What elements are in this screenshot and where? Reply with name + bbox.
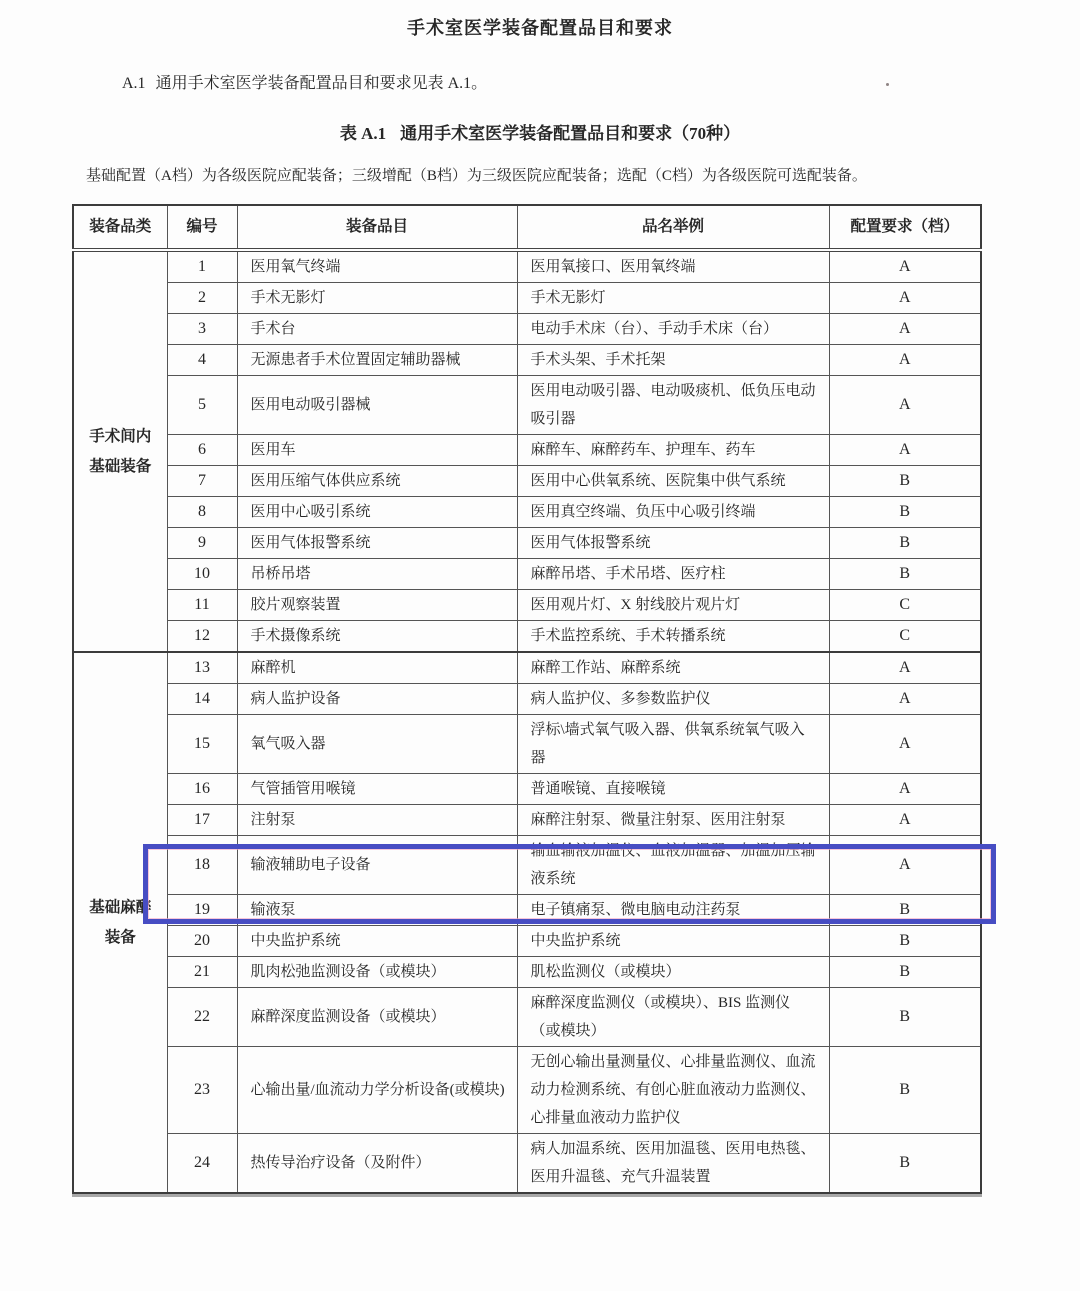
product-examples: 麻醉吊塔、手术吊塔、医疗柱 — [517, 559, 829, 590]
row-number: 16 — [167, 774, 237, 805]
table-caption-text: 通用手术室医学装备配置品目和要求（70种） — [400, 124, 741, 143]
product-examples: 医用氧接口、医用氧终端 — [517, 250, 829, 283]
config-grade: B — [829, 1047, 981, 1134]
row-number: 23 — [167, 1047, 237, 1134]
grade-legend-note: 基础配置（A档）为各级医院应配装备；三级增配（B档）为三级医院应配装备；选配（C档）为各级医院可选配装备。 — [86, 168, 867, 184]
row-number: 8 — [167, 497, 237, 528]
table-row — [73, 528, 981, 559]
table-row — [73, 559, 981, 590]
table-row — [73, 988, 981, 1047]
product-examples: 肌松监测仪（或模块） — [517, 957, 829, 988]
config-grade: A — [829, 774, 981, 805]
product-examples: 手术无影灯 — [517, 283, 829, 314]
config-grade: A — [829, 283, 981, 314]
product-examples: 医用观片灯、X 射线胶片观片灯 — [517, 590, 829, 621]
table-row — [73, 376, 981, 435]
table-caption-number: 表 A.1 — [339, 124, 387, 143]
page-title: 手术室医学装备配置品目和要求 — [407, 18, 673, 38]
config-grade: A — [829, 314, 981, 345]
row-number: 2 — [167, 283, 237, 314]
row-number: 4 — [167, 345, 237, 376]
table-row — [73, 590, 981, 621]
table-row — [73, 684, 981, 715]
config-grade: B — [829, 528, 981, 559]
table-row — [73, 497, 981, 528]
category-label-line: 装备 — [104, 928, 136, 946]
equipment-item: 注射泵 — [237, 805, 517, 836]
table-row — [73, 715, 981, 774]
product-examples: 普通喉镜、直接喉镜 — [517, 774, 829, 805]
equipment-item: 吊桥吊塔 — [237, 559, 517, 590]
product-examples: 医用电动吸引器、电动吸痰机、低负压电动吸引器 — [517, 376, 829, 435]
header-number: 编号 — [167, 205, 237, 250]
equipment-item: 肌肉松弛监测设备（或模块） — [237, 957, 517, 988]
row-number: 7 — [167, 466, 237, 497]
table-row — [73, 621, 981, 653]
equipment-table — [72, 204, 982, 1194]
row-number: 13 — [167, 652, 237, 684]
equipment-item: 气管插管用喉镜 — [237, 774, 517, 805]
equipment-item: 医用氧气终端 — [237, 250, 517, 283]
intro-clause-number: A.1 — [122, 75, 146, 92]
product-examples: 麻醉深度监测仪（或模块）、BIS 监测仪（或模块） — [517, 988, 829, 1047]
equipment-item: 输液泵 — [237, 895, 517, 926]
row-number: 1 — [167, 250, 237, 283]
config-grade: B — [829, 559, 981, 590]
config-grade: B — [829, 466, 981, 497]
config-grade: B — [829, 957, 981, 988]
row-number: 24 — [167, 1134, 237, 1194]
config-grade: C — [829, 621, 981, 653]
product-examples: 医用气体报警系统 — [517, 528, 829, 559]
config-grade: B — [829, 497, 981, 528]
row-number: 14 — [167, 684, 237, 715]
equipment-item: 医用压缩气体供应系统 — [237, 466, 517, 497]
equipment-item: 医用车 — [237, 435, 517, 466]
config-grade: A — [829, 250, 981, 283]
category-label-line: 基础麻醉 — [89, 898, 152, 916]
product-examples: 输血输液加温仪、血液加温器、加温加压输液系统 — [517, 836, 829, 895]
row-number: 21 — [167, 957, 237, 988]
equipment-item: 中央监护系统 — [237, 926, 517, 957]
equipment-item: 无源患者手术位置固定辅助器械 — [237, 345, 517, 376]
row-number: 22 — [167, 988, 237, 1047]
equipment-item: 医用电动吸引器械 — [237, 376, 517, 435]
product-examples: 病人加温系统、医用加温毯、医用电热毯、医用升温毯、充气升温装置 — [517, 1134, 829, 1194]
config-grade: A — [829, 715, 981, 774]
product-examples: 麻醉车、麻醉药车、护理车、药车 — [517, 435, 829, 466]
config-grade: B — [829, 895, 981, 926]
row-number: 6 — [167, 435, 237, 466]
scan-artifact-dot — [886, 83, 889, 86]
table-row — [73, 1134, 981, 1194]
category-cell — [73, 250, 167, 652]
row-number: 5 — [167, 376, 237, 435]
table-caption — [0, 119, 1080, 144]
equipment-item: 医用气体报警系统 — [237, 528, 517, 559]
equipment-item: 输液辅助电子设备 — [237, 836, 517, 895]
config-grade: A — [829, 652, 981, 684]
table-row — [73, 250, 981, 283]
row-number: 10 — [167, 559, 237, 590]
product-examples: 手术监控系统、手术转播系统 — [517, 621, 829, 653]
equipment-item: 麻醉深度监测设备（或模块） — [237, 988, 517, 1047]
row-number: 12 — [167, 621, 237, 653]
equipment-item: 氧气吸入器 — [237, 715, 517, 774]
equipment-item: 病人监护设备 — [237, 684, 517, 715]
config-grade: C — [829, 590, 981, 621]
document-page — [0, 14, 1080, 1291]
row-number: 3 — [167, 314, 237, 345]
table-row — [73, 345, 981, 376]
config-grade: A — [829, 805, 981, 836]
product-examples: 病人监护仪、多参数监护仪 — [517, 684, 829, 715]
config-grade: B — [829, 1134, 981, 1194]
product-examples: 电子镇痛泵、微电脑电动注药泵 — [517, 895, 829, 926]
product-examples: 电动手术床（台）、手动手术床（台） — [517, 314, 829, 345]
category-cell — [73, 652, 167, 1193]
header-grade: 配置要求（档） — [829, 205, 981, 250]
config-grade: A — [829, 836, 981, 895]
row-number: 18 — [167, 836, 237, 895]
equipment-item: 胶片观察装置 — [237, 590, 517, 621]
row-number: 11 — [167, 590, 237, 621]
header-item: 装备品目 — [237, 205, 517, 250]
table-row — [73, 957, 981, 988]
equipment-item: 手术无影灯 — [237, 283, 517, 314]
config-grade: A — [829, 684, 981, 715]
config-grade: A — [829, 435, 981, 466]
product-examples: 麻醉工作站、麻醉系统 — [517, 652, 829, 684]
config-grade: B — [829, 926, 981, 957]
table-row — [73, 895, 981, 926]
product-examples: 医用真空终端、负压中心吸引终端 — [517, 497, 829, 528]
row-number: 19 — [167, 895, 237, 926]
equipment-item: 麻醉机 — [237, 652, 517, 684]
product-examples: 中央监护系统 — [517, 926, 829, 957]
table-row — [73, 774, 981, 805]
equipment-item: 手术台 — [237, 314, 517, 345]
table-row — [73, 805, 981, 836]
header-category: 装备品类 — [73, 205, 167, 250]
header-examples: 品名举例 — [517, 205, 829, 250]
equipment-item: 热传导治疗设备（及附件） — [237, 1134, 517, 1194]
table-container — [72, 204, 980, 1194]
category-label-line: 基础装备 — [89, 457, 152, 475]
intro-text: 通用手术室医学装备配置品目和要求见表 A.1。 — [155, 75, 488, 92]
product-examples: 麻醉注射泵、微量注射泵、医用注射泵 — [517, 805, 829, 836]
table-row — [73, 435, 981, 466]
product-examples: 手术头架、手术托架 — [517, 345, 829, 376]
product-examples: 浮标\墙式氧气吸入器、供氧系统氧气吸入器 — [517, 715, 829, 774]
row-number: 9 — [167, 528, 237, 559]
equipment-item: 手术摄像系统 — [237, 621, 517, 653]
table-row — [73, 314, 981, 345]
product-examples: 医用中心供氧系统、医院集中供气系统 — [517, 466, 829, 497]
config-grade: A — [829, 376, 981, 435]
equipment-item: 心输出量/血流动力学分析设备(或模块) — [237, 1047, 517, 1134]
table-row — [73, 466, 981, 497]
table-header-row — [73, 205, 981, 250]
equipment-item: 医用中心吸引系统 — [237, 497, 517, 528]
config-grade: B — [829, 988, 981, 1047]
table-row — [73, 1047, 981, 1134]
table-row — [73, 283, 981, 314]
table-row — [73, 836, 981, 895]
intro-paragraph — [122, 70, 1080, 93]
row-number: 20 — [167, 926, 237, 957]
row-number: 17 — [167, 805, 237, 836]
product-examples: 无创心输出量测量仪、心排量监测仪、血流动力检测系统、有创心脏血液动力监测仪、心排量血液动力监护仪 — [517, 1047, 829, 1134]
category-label-line: 手术间内 — [89, 427, 152, 445]
config-grade: A — [829, 345, 981, 376]
table-row — [73, 926, 981, 957]
row-number: 15 — [167, 715, 237, 774]
table-row — [73, 652, 981, 684]
